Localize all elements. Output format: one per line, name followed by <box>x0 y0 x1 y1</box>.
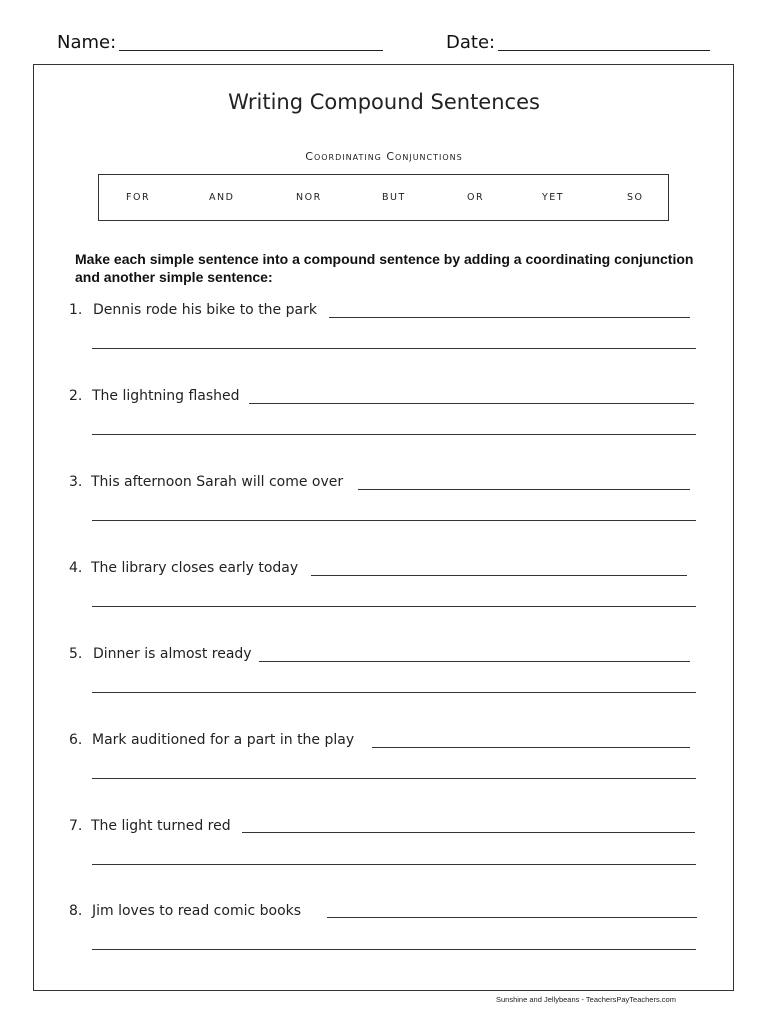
answer-line[interactable] <box>92 348 696 349</box>
item-sentence: Dennis rode his bike to the park <box>93 302 317 318</box>
answer-line[interactable] <box>242 832 695 833</box>
footer-credit: Sunshine and Jellybeans - TeachersPayTeachers.com <box>496 995 676 1004</box>
answer-line[interactable] <box>92 606 696 607</box>
item-number: 4. <box>69 560 83 576</box>
date-field[interactable] <box>498 50 710 51</box>
conjunction-word: YET <box>542 192 565 203</box>
name-field[interactable] <box>119 50 383 51</box>
answer-line[interactable] <box>92 864 696 865</box>
item-sentence: The library closes early today <box>91 560 299 576</box>
item-sentence: Mark auditioned for a part in the play <box>92 732 355 748</box>
item-number: 7. <box>69 818 83 834</box>
date-label: Date: <box>446 32 496 53</box>
item-sentence: Dinner is almost ready <box>93 646 252 662</box>
name-label: Name: <box>57 32 117 53</box>
item-number: 8. <box>69 903 83 919</box>
answer-line[interactable] <box>329 317 690 318</box>
answer-line[interactable] <box>327 917 697 918</box>
conjunction-word: AND <box>209 192 235 203</box>
conjunction-word: SO <box>627 192 644 203</box>
answer-line[interactable] <box>311 575 687 576</box>
conjunction-word: NOR <box>296 192 322 203</box>
conjunctions-heading: Coordinating Conjunctions <box>305 150 463 163</box>
item-number: 5. <box>69 646 83 662</box>
answer-line[interactable] <box>259 661 690 662</box>
answer-line[interactable] <box>358 489 690 490</box>
conjunction-word: OR <box>467 192 485 203</box>
conjunction-word: BUT <box>382 192 406 203</box>
item-sentence: This afternoon Sarah will come over <box>91 474 344 490</box>
answer-line[interactable] <box>92 949 696 950</box>
item-sentence: The lightning flashed <box>92 388 240 404</box>
answer-line[interactable] <box>92 778 696 779</box>
item-sentence: Jim loves to read comic books <box>92 903 302 919</box>
conjunction-word: FOR <box>126 192 151 203</box>
instructions: Make each simple sentence into a compound sentence by adding a coordinating conjunction and another simple sentence: <box>75 251 694 285</box>
conjunctions-box <box>98 174 669 221</box>
answer-line[interactable] <box>92 692 696 693</box>
item-sentence: The light turned red <box>91 818 231 834</box>
answer-line[interactable] <box>92 434 696 435</box>
item-number: 2. <box>69 388 83 404</box>
worksheet-title: Writing Compound Sentences <box>228 90 540 114</box>
header-row <box>0 32 768 56</box>
answer-line[interactable] <box>249 403 694 404</box>
item-number: 3. <box>69 474 83 490</box>
answer-line[interactable] <box>92 520 696 521</box>
item-number: 1. <box>69 302 83 318</box>
item-number: 6. <box>69 732 83 748</box>
answer-line[interactable] <box>372 747 690 748</box>
